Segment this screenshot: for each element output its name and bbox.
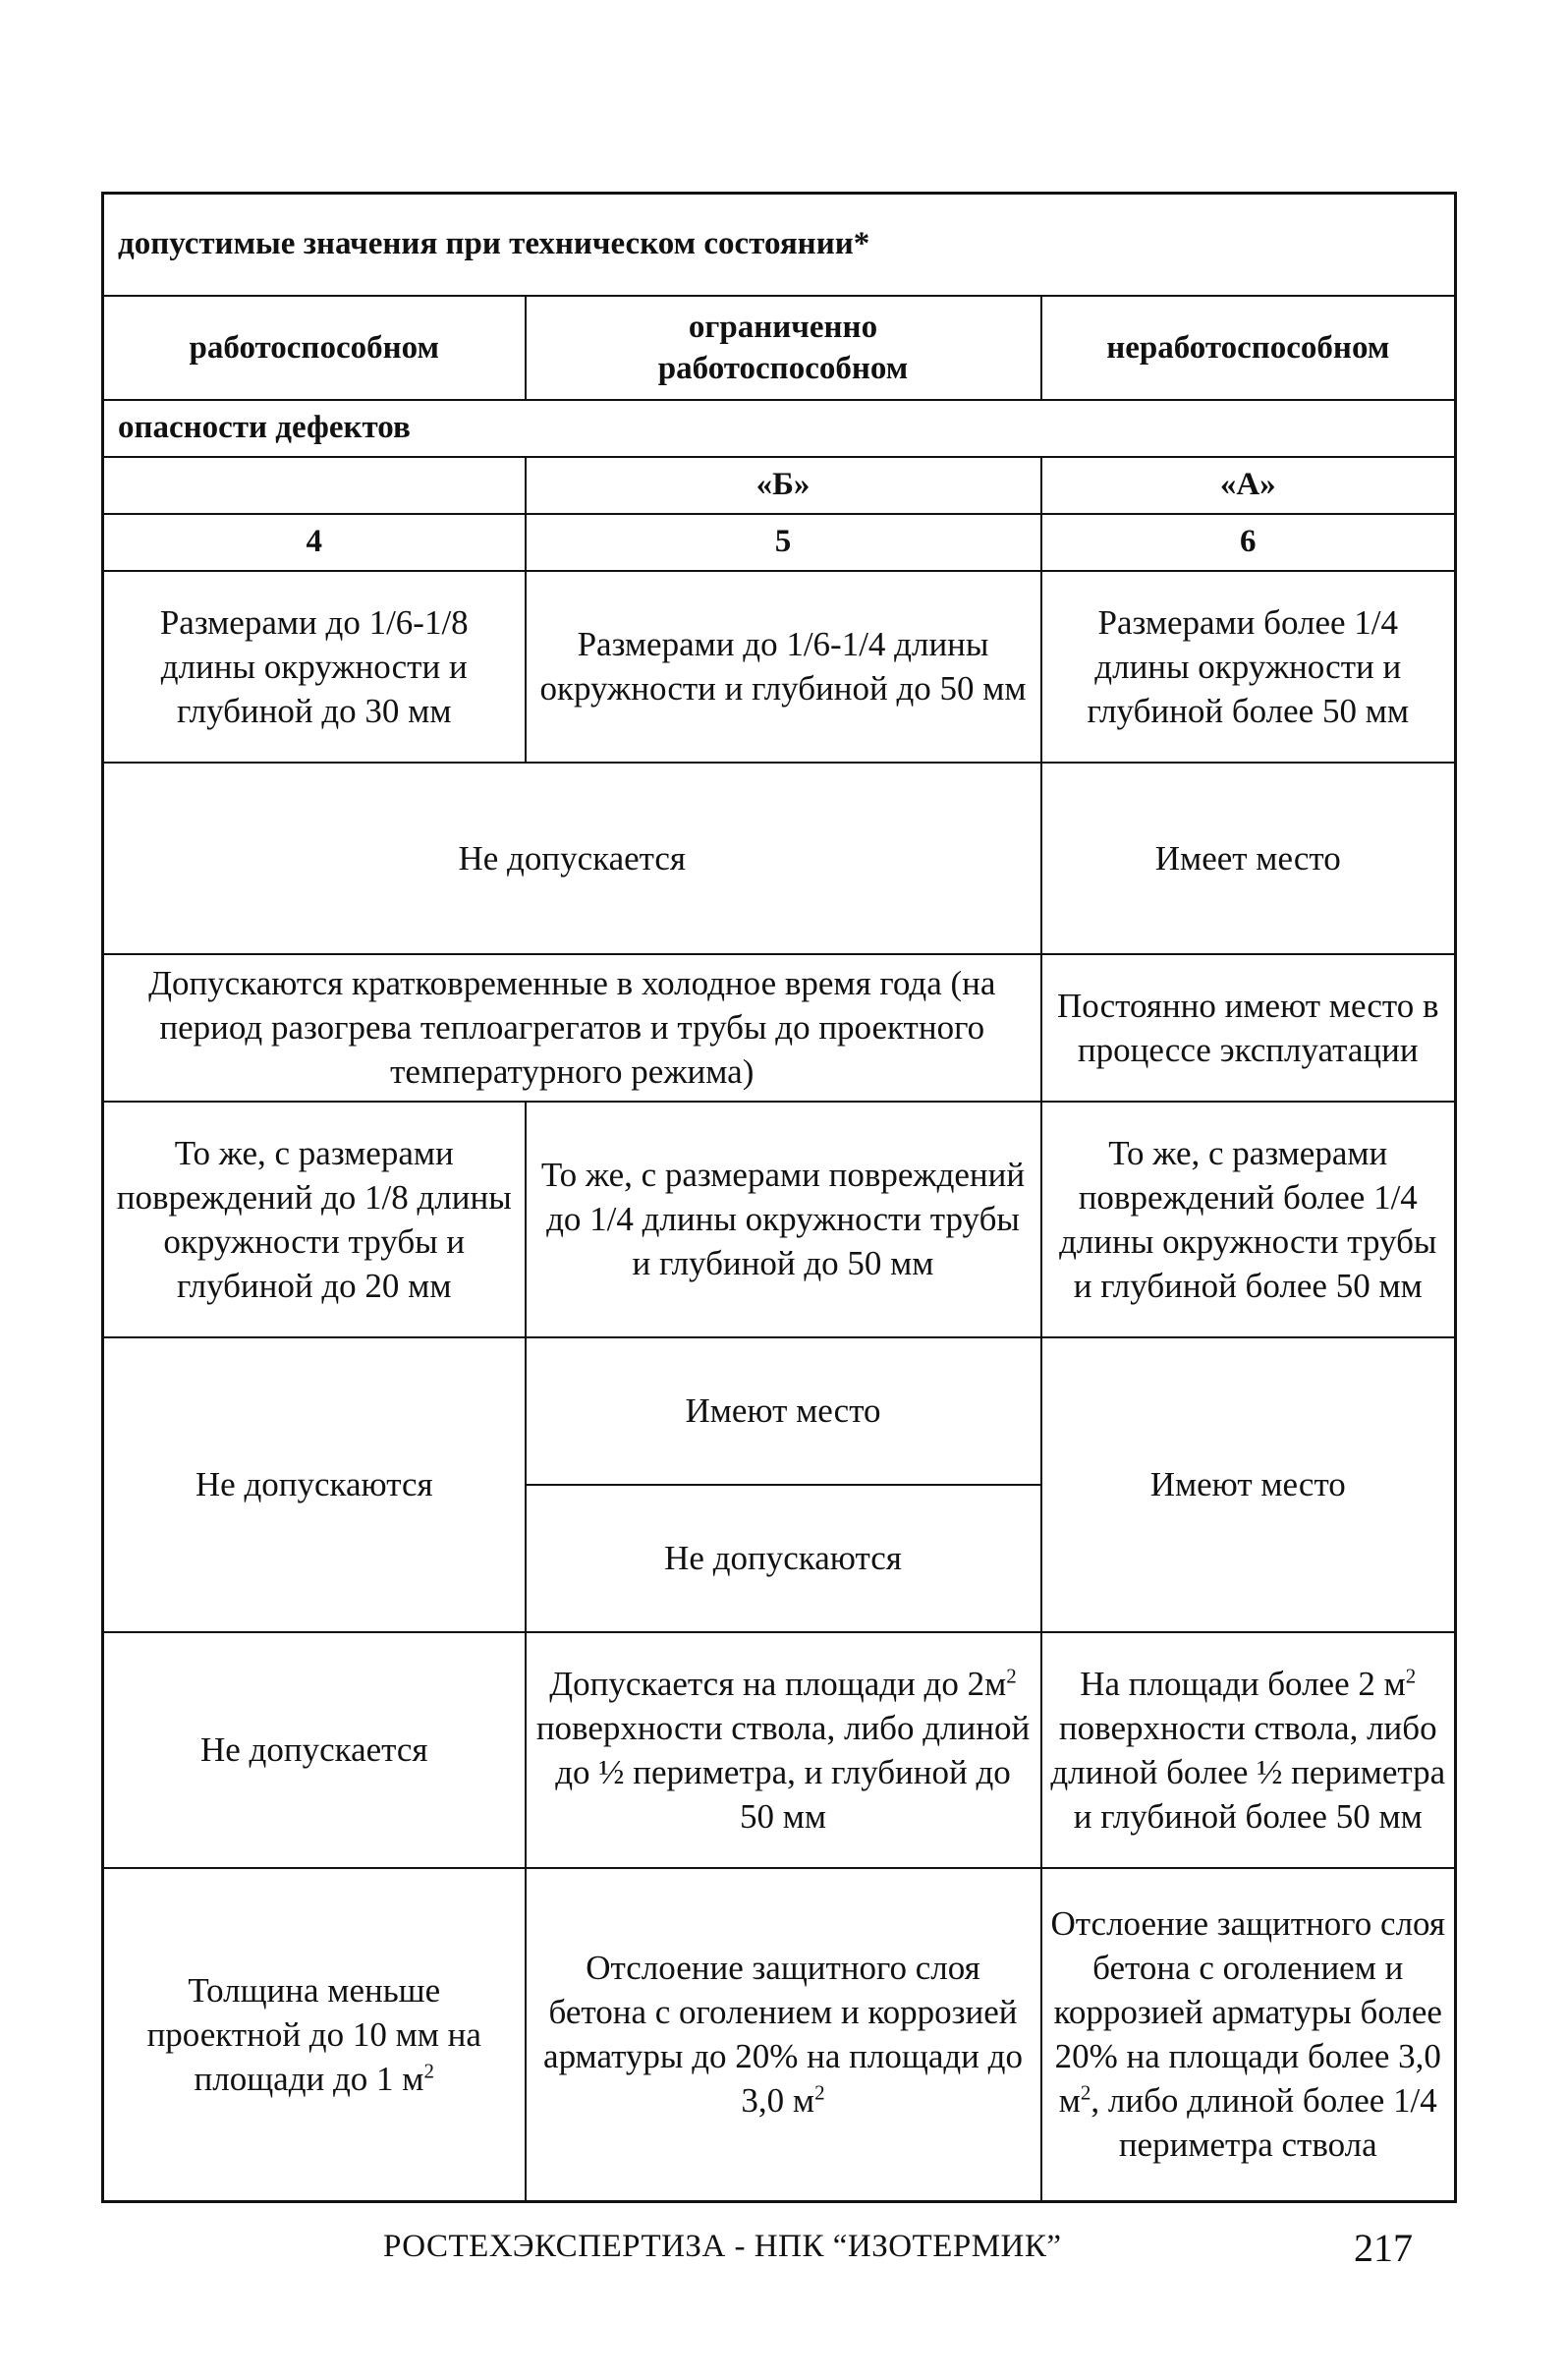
page-number: 217	[1354, 2226, 1413, 2270]
row7-col6-sup: 2	[1080, 2080, 1091, 2105]
row7-col6	[1041, 1868, 1456, 2202]
column-number-6: 6	[1041, 514, 1456, 571]
row7-col5-sup: 2	[814, 2080, 825, 2105]
row4-col5: То же, с размерами повреждений до 1/4 длины окружности трубы и глубиной до 50 мм	[526, 1102, 1041, 1337]
category-a: «А»	[1041, 457, 1456, 514]
row7-col6-text-b: , либо длиной более 1/4 периметра ствола	[1091, 2081, 1437, 2165]
row5-col5-bottom: Не допускаются	[526, 1485, 1041, 1632]
row7-col5	[526, 1868, 1041, 2202]
row5-col4: Не допускаются	[103, 1337, 526, 1632]
page-footer	[0, 2226, 1566, 2288]
requirements-table	[101, 192, 1457, 2203]
row7-col4	[103, 1868, 526, 2202]
row3-col45: Допускаются кратковременные в холодное время года (на период разогрева теплоагрегатов и трубы до проектного температурного режима)	[103, 954, 1041, 1102]
row7-col6-text-a: Отслоение защитного слоя бетона с оголением и коррозией арматуры более 20% на площади более 3,0 м	[1050, 1904, 1445, 2121]
row2-col6: Имеет место	[1041, 763, 1456, 954]
column-number-4: 4	[103, 514, 526, 571]
col-header-workable: работоспособном	[103, 296, 526, 400]
row5-col5-top: Имеют место	[526, 1337, 1041, 1485]
col-header-limited	[526, 296, 1041, 400]
row5-col6: Имеют место	[1041, 1337, 1456, 1632]
row1-col4: Размерами до 1/6-1/8 длины окружности и глубиной до 30 мм	[103, 571, 526, 763]
row7-col4-sup: 2	[423, 2059, 434, 2083]
row3-col6: Постоянно имеют место в процессе эксплуатации	[1041, 954, 1456, 1102]
category-blank-cell	[103, 457, 526, 514]
row6-col6-text-a: На площади более 2 м	[1080, 1664, 1406, 1703]
col-header-limited-line2: работоспособном	[657, 350, 909, 386]
row6-col6-sup: 2	[1405, 1663, 1417, 1687]
row6-col5	[526, 1632, 1041, 1868]
category-b: «Б»	[526, 457, 1041, 514]
row6-col6-text-b: поверхности ствола, либо длиной более ½ периметра и глубиной более 50 мм	[1050, 1708, 1446, 1836]
danger-category-label: опасности дефектов	[103, 400, 1456, 457]
table-title: допустимые значения при техническом состоянии*	[103, 194, 1456, 296]
row6-col5-text-a: Допускается на площади до 2м	[549, 1664, 1007, 1703]
row2-col45: Не допускается	[103, 763, 1041, 954]
row6-col5-text-b: поверхности ствола, либо длиной до ½ периметра, и глубиной до 50 мм	[535, 1708, 1031, 1836]
row6-col4: Не допускается	[103, 1632, 526, 1868]
col-header-limited-line1: ограниченно	[688, 309, 878, 345]
row4-col4: То же, с размерами повреждений до 1/8 длины окружности трубы и глубиной до 20 мм	[103, 1102, 526, 1337]
row1-col6: Размерами более 1/4 длины окружности и глубиной более 50 мм	[1041, 571, 1456, 763]
col-header-nonworkable: неработоспособном	[1041, 296, 1456, 400]
footer-publisher: РОСТЕХЭКСПЕРТИЗА - НПК “ИЗОТЕРМИК”	[383, 2229, 1062, 2264]
row1-col5: Размерами до 1/6-1/4 длины окружности и глубиной до 50 мм	[526, 571, 1041, 763]
row6-col5-sup: 2	[1006, 1663, 1017, 1687]
row4-col6: То же, с размерами повреждений более 1/4 длины окружности трубы и глубиной более 50 мм	[1041, 1102, 1456, 1337]
row7-col4-text: Толщина меньше проектной до 10 мм на площади до 1 м	[146, 1970, 481, 2098]
row6-col6	[1041, 1632, 1456, 1868]
row7-col5-text: Отслоение защитного слоя бетона с оголением и коррозией арматуры до 20% на площади до 3,0 м	[543, 1949, 1023, 2121]
column-number-5: 5	[526, 514, 1041, 571]
